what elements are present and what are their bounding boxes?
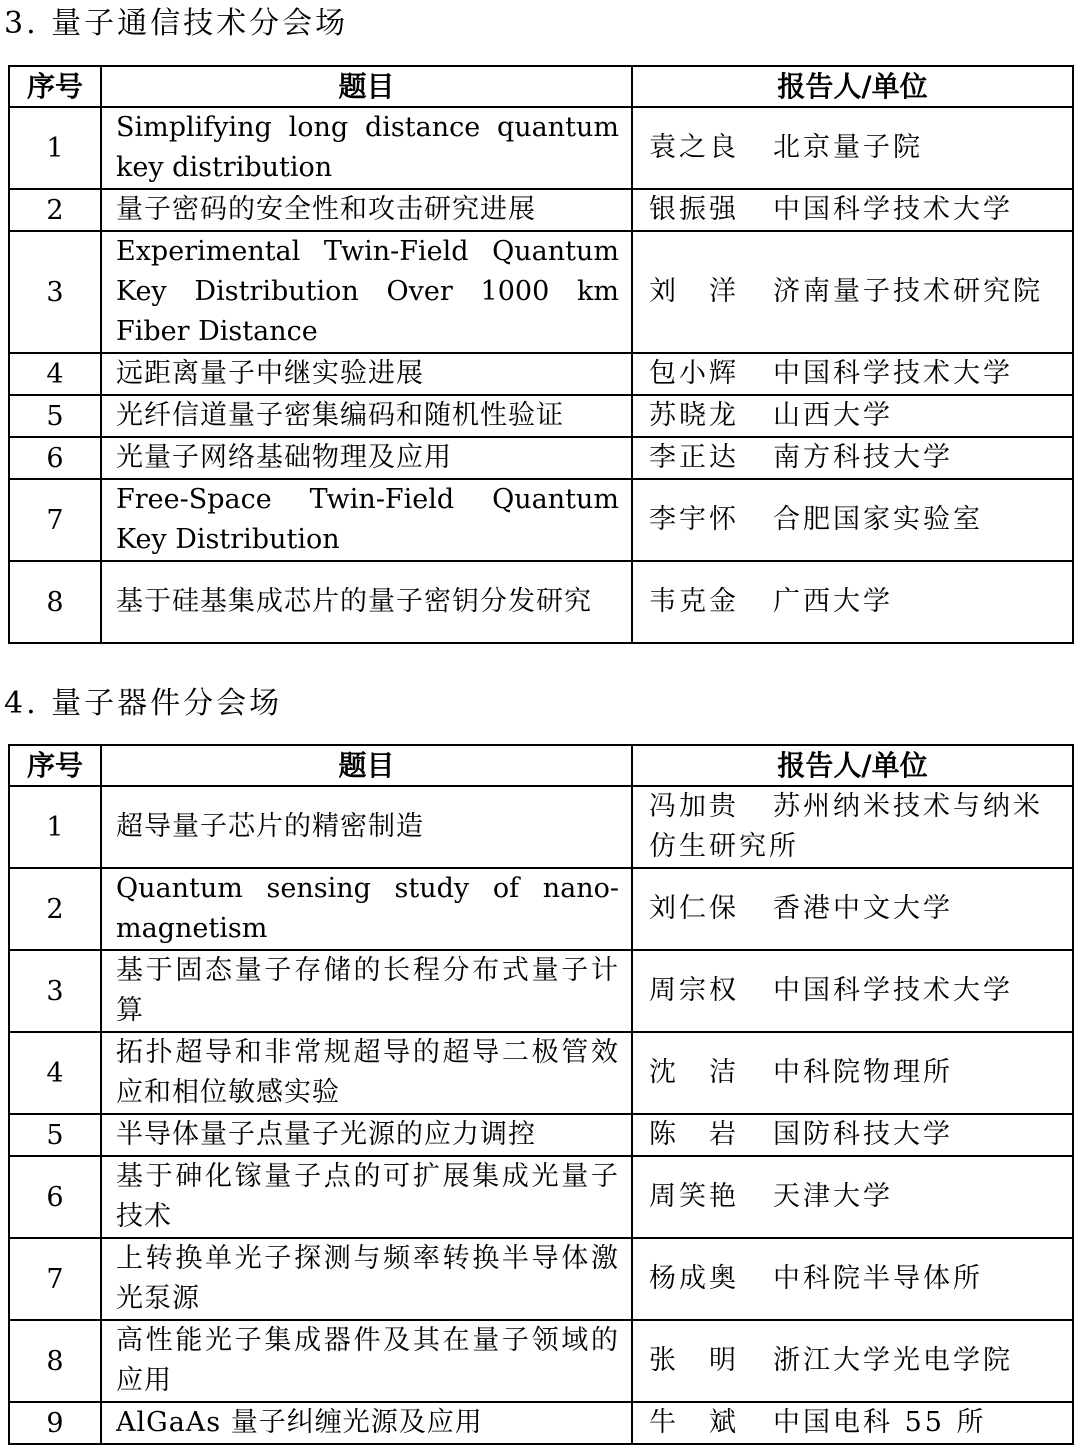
table-row: [9, 395, 1073, 437]
row-num: 6: [9, 1156, 101, 1238]
row-reporter: [632, 1032, 1073, 1114]
reporter-org: 中科院半导体所: [773, 1263, 983, 1294]
row-reporter: [632, 479, 1073, 561]
row-num: 4: [9, 1032, 101, 1114]
row-num: 8: [9, 1320, 101, 1402]
header-num: 序号: [9, 66, 101, 107]
reporter-name: 杨成奥: [649, 1263, 739, 1294]
row-num: 7: [9, 479, 101, 561]
table-row: [9, 1320, 1073, 1402]
reporter-name: 张 明: [649, 1345, 739, 1376]
header-reporter: 报告人/单位: [632, 66, 1073, 107]
table-row: [9, 561, 1073, 643]
table-row: [9, 189, 1073, 231]
row-reporter: [632, 1114, 1073, 1156]
table-row: [9, 107, 1073, 189]
table-header-row: [9, 745, 1073, 786]
table-row: [9, 868, 1073, 950]
row-reporter: [632, 950, 1073, 1032]
reporter-name: 韦克金: [649, 586, 739, 617]
row-num: 5: [9, 1114, 101, 1156]
row-topic: Experimental Twin-Field Quantum Key Distribution Over 1000 km Fiber Distance: [101, 231, 632, 353]
table-row: [9, 1238, 1073, 1320]
reporter-org: 中国科学技术大学: [773, 975, 1013, 1006]
reporter-org: 中国电科 55 所: [773, 1407, 987, 1438]
row-topic: 基于硅基集成芯片的量子密钥分发研究: [101, 561, 632, 643]
table-row: [9, 1402, 1073, 1444]
reporter-org: 国防科技大学: [773, 1119, 953, 1150]
reporter-name: 周宗权: [649, 975, 739, 1006]
row-reporter: [632, 1402, 1073, 1444]
section-title-quantum-communication: 3. 量子通信技术分会场: [4, 6, 349, 41]
reporter-name: 刘仁保: [649, 893, 739, 924]
row-reporter: [632, 1320, 1073, 1402]
row-topic: Free-Space Twin-Field Quantum Key Distribution: [101, 479, 632, 561]
row-reporter: [632, 786, 1073, 868]
row-reporter: [632, 1156, 1073, 1238]
reporter-name: 周笑艳: [649, 1181, 739, 1212]
reporter-name: 李正达: [649, 442, 739, 473]
reporter-org: 合肥国家实验室: [773, 504, 983, 535]
reporter-org: 中国科学技术大学: [773, 358, 1013, 389]
table-row: [9, 231, 1073, 353]
row-num: 1: [9, 786, 101, 868]
reporter-name: 刘 洋: [649, 276, 739, 307]
reporter-org: 中科院物理所: [773, 1057, 953, 1088]
reporter-org: 广西大学: [773, 586, 893, 617]
row-reporter: [632, 395, 1073, 437]
row-topic: 上转换单光子探测与频率转换半导体激光泵源: [101, 1238, 632, 1320]
row-topic: Quantum sensing study of nano-magnetism: [101, 868, 632, 950]
row-num: 5: [9, 395, 101, 437]
row-topic: 半导体量子点量子光源的应力调控: [101, 1114, 632, 1156]
row-reporter: [632, 868, 1073, 950]
header-reporter: 报告人/单位: [632, 745, 1073, 786]
row-topic: 高性能光子集成器件及其在量子领域的应用: [101, 1320, 632, 1402]
reporter-name: 包小辉: [649, 358, 739, 389]
reporter-org: 香港中文大学: [773, 893, 953, 924]
row-topic: 超导量子芯片的精密制造: [101, 786, 632, 868]
row-topic: 远距离量子中继实验进展: [101, 353, 632, 395]
table-row: [9, 950, 1073, 1032]
reporter-org: 天津大学: [773, 1181, 893, 1212]
row-num: 8: [9, 561, 101, 643]
table-header-row: [9, 66, 1073, 107]
row-topic: 量子密码的安全性和攻击研究进展: [101, 189, 632, 231]
row-topic: 基于砷化镓量子点的可扩展集成光量子技术: [101, 1156, 632, 1238]
reporter-org: 山西大学: [773, 400, 893, 431]
schedule-table-quantum-devices: [8, 744, 1074, 1445]
reporter-name: 李宇怀: [649, 504, 739, 535]
table-row: [9, 1032, 1073, 1114]
row-num: 3: [9, 950, 101, 1032]
reporter-org: 浙江大学光电学院: [773, 1345, 1013, 1376]
table-row: [9, 1156, 1073, 1238]
row-topic: 光纤信道量子密集编码和随机性验证: [101, 395, 632, 437]
header-topic: 题目: [101, 745, 632, 786]
row-num: 6: [9, 437, 101, 479]
reporter-org: 南方科技大学: [773, 442, 953, 473]
row-num: 1: [9, 107, 101, 189]
row-topic: 基于固态量子存储的长程分布式量子计算: [101, 950, 632, 1032]
table-row: [9, 353, 1073, 395]
row-num: 2: [9, 189, 101, 231]
reporter-org: 北京量子院: [773, 132, 923, 163]
table-row: [9, 437, 1073, 479]
reporter-name: 沈 洁: [649, 1057, 739, 1088]
reporter-name: 袁之良: [649, 132, 739, 163]
reporter-org: 苏州纳米技术与纳米仿生研究所: [649, 791, 1043, 862]
row-num: 9: [9, 1402, 101, 1444]
table-row: [9, 786, 1073, 868]
row-topic: 光量子网络基础物理及应用: [101, 437, 632, 479]
row-reporter: [632, 231, 1073, 353]
section-title-quantum-devices: 4. 量子器件分会场: [4, 686, 283, 721]
reporter-org: 济南量子技术研究院: [773, 276, 1043, 307]
reporter-org: 中国科学技术大学: [773, 194, 1013, 225]
row-num: 4: [9, 353, 101, 395]
reporter-name: 冯加贵: [649, 791, 739, 822]
table-row: [9, 1114, 1073, 1156]
row-topic: AlGaAs 量子纠缠光源及应用: [101, 1402, 632, 1444]
row-reporter: [632, 1238, 1073, 1320]
row-num: 2: [9, 868, 101, 950]
row-reporter: [632, 353, 1073, 395]
row-reporter: [632, 107, 1073, 189]
row-reporter: [632, 189, 1073, 231]
row-num: 7: [9, 1238, 101, 1320]
reporter-name: 牛 斌: [649, 1407, 739, 1438]
header-topic: 题目: [101, 66, 632, 107]
header-num: 序号: [9, 745, 101, 786]
table-row: [9, 479, 1073, 561]
row-reporter: [632, 437, 1073, 479]
reporter-name: 银振强: [649, 194, 739, 225]
row-num: 3: [9, 231, 101, 353]
reporter-name: 苏晓龙: [649, 400, 739, 431]
reporter-name: 陈 岩: [649, 1119, 739, 1150]
schedule-table-quantum-communication: [8, 65, 1074, 644]
row-topic: Simplifying long distance quantum key distribution: [101, 107, 632, 189]
row-topic: 拓扑超导和非常规超导的超导二极管效应和相位敏感实验: [101, 1032, 632, 1114]
row-reporter: [632, 561, 1073, 643]
